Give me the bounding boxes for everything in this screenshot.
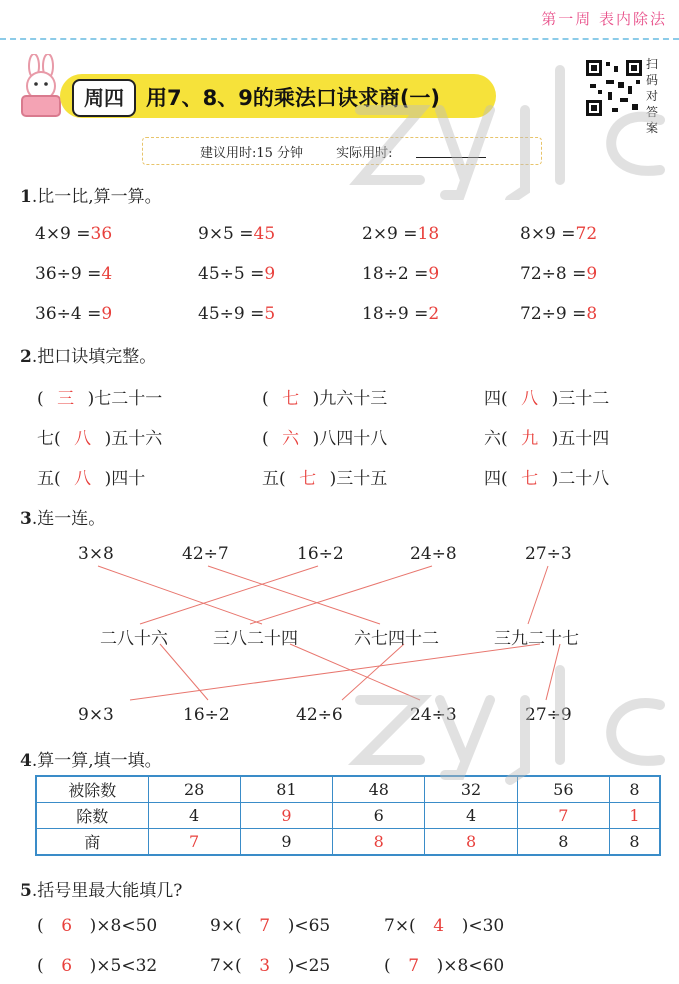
paren-right: ): [551, 429, 559, 449]
table-cell[interactable]: 8: [425, 829, 517, 856]
table-cell: 56: [517, 776, 609, 803]
rhyme-answer[interactable]: 八: [521, 389, 539, 409]
calc-item: [520, 224, 597, 244]
table-cell[interactable]: 1: [609, 803, 660, 829]
rhyme-suffix: 七二十一: [94, 389, 163, 409]
table-row-label: 除数: [36, 803, 148, 829]
bottom-expr-4[interactable]: 24÷3: [410, 705, 457, 725]
calc-answer[interactable]: 36: [90, 224, 113, 244]
calc-question: 45÷9 =: [198, 304, 265, 324]
rhyme-item: [484, 384, 609, 409]
rhyme-suffix: 八四十八: [319, 429, 388, 449]
rhyme-item: [37, 384, 162, 409]
rhyme-answer[interactable]: 六: [282, 429, 300, 449]
calc-answer[interactable]: 4: [101, 264, 113, 284]
rhyme-suffix: 三十二: [558, 389, 610, 409]
rhyme-prefix: 六: [484, 429, 501, 449]
bottom-expr-1[interactable]: 9×3: [78, 705, 114, 725]
table-row: [36, 829, 660, 856]
max-fill-item: [384, 916, 504, 936]
max-fill-item: [384, 956, 504, 976]
calc-item: [198, 304, 275, 324]
rhyme-prefix: 四: [484, 389, 501, 409]
calc-item: [35, 264, 112, 284]
section-4-title: 4.算一算,填一填。: [20, 751, 162, 771]
day-badge: 周四: [72, 79, 136, 117]
paren-right: ): [87, 389, 95, 409]
table-cell: 9: [240, 829, 332, 856]
rhyme-item: [262, 384, 387, 409]
paren-right: ): [551, 469, 559, 489]
rhyme-prefix: 五: [262, 469, 279, 489]
table-cell[interactable]: 8: [333, 829, 425, 856]
max-fill-answer[interactable]: 3: [259, 956, 271, 976]
rhyme-suffix: 三十五: [336, 469, 388, 489]
rhyme-prefix: 七: [37, 429, 54, 449]
max-fill-prefix: 7×(: [384, 916, 416, 936]
calc-answer[interactable]: 5: [264, 304, 276, 324]
table-row-label: 被除数: [36, 776, 148, 803]
rhyme-answer[interactable]: 三: [57, 389, 75, 409]
calc-item: [362, 264, 439, 284]
top-expr-1[interactable]: 3×8: [78, 544, 114, 564]
calc-question: 18÷9 =: [362, 304, 429, 324]
top-expr-2[interactable]: 42÷7: [182, 544, 229, 564]
scan-answer-label: 扫码对答案: [646, 57, 659, 135]
rhyme-answer[interactable]: 七: [521, 469, 539, 489]
calc-question: 8×9 =: [520, 224, 576, 244]
rhyme-item: [484, 424, 609, 449]
rhyme-answer[interactable]: 八: [74, 469, 92, 489]
calc-question: 18÷2 =: [362, 264, 429, 284]
max-fill-prefix: 7×(: [210, 956, 242, 976]
calc-answer[interactable]: 2: [428, 304, 440, 324]
max-fill-prefix: (: [37, 956, 44, 976]
table-cell: 4: [425, 803, 517, 829]
paren-left: (: [37, 389, 44, 409]
paren-right: ): [312, 389, 320, 409]
table-cell[interactable]: 9: [240, 803, 332, 829]
calc-item: [362, 224, 439, 244]
table-cell[interactable]: 7: [517, 803, 609, 829]
calc-question: 45÷5 =: [198, 264, 265, 284]
table-cell: 32: [425, 776, 517, 803]
calc-item: [520, 304, 597, 324]
table-row: [36, 803, 660, 829]
actual-time-label: 实际用时:: [336, 146, 393, 161]
paren-right: ): [104, 469, 112, 489]
table-cell: 8: [609, 829, 660, 856]
rhyme-suffix: 九六十三: [319, 389, 388, 409]
table-cell: 81: [240, 776, 332, 803]
calc-answer[interactable]: 9: [101, 304, 113, 324]
rhyme-item: [262, 424, 387, 449]
paren-right: ): [551, 389, 559, 409]
calc-answer[interactable]: 9: [586, 264, 598, 284]
rhyme-suffix: 二十八: [558, 469, 610, 489]
max-fill-suffix: )×5<32: [89, 956, 158, 976]
paren-right: ): [312, 429, 320, 449]
section-2-title: 2.把口诀填完整。: [20, 347, 157, 367]
rhyme-item: [484, 464, 609, 489]
bottom-expr-2[interactable]: 16÷2: [183, 705, 230, 725]
max-fill-suffix: )×8<50: [89, 916, 158, 936]
unit-title: 第一周 表内除法: [541, 10, 667, 28]
max-fill-answer[interactable]: 4: [433, 916, 445, 936]
lesson-title: 用7、8、9的乘法口诀求商(一): [146, 86, 441, 110]
section-1-title: 1.比一比,算一算。: [20, 187, 162, 207]
watermark-bottom: [340, 660, 679, 790]
rhyme-answer[interactable]: 七: [282, 389, 300, 409]
section-5-title: 5.括号里最大能填几?: [20, 881, 183, 901]
paren-left: (: [501, 389, 508, 409]
max-fill-item: [210, 916, 330, 936]
paren-right: ): [104, 429, 112, 449]
table-cell: 6: [333, 803, 425, 829]
calc-item: [520, 264, 597, 284]
rhyme-prefix: 四: [484, 469, 501, 489]
suggested-time: 建议用时:15 分钟: [200, 146, 304, 161]
table-cell: 28: [148, 776, 240, 803]
paren-left: (: [54, 469, 61, 489]
max-fill-answer[interactable]: 7: [408, 956, 420, 976]
mid-rhyme-4[interactable]: 三九二十七: [494, 629, 579, 649]
paren-left: (: [279, 469, 286, 489]
calc-question: 4×9 =: [35, 224, 91, 244]
calc-answer[interactable]: 8: [586, 304, 598, 324]
calc-answer[interactable]: 9: [264, 264, 276, 284]
bottom-expr-5[interactable]: 27÷9: [525, 705, 572, 725]
calc-answer[interactable]: 9: [428, 264, 440, 284]
table-cell: 8: [517, 829, 609, 856]
mid-rhyme-1[interactable]: 二八十六: [100, 629, 168, 649]
table-row-label: 商: [36, 829, 148, 856]
bottom-expr-3[interactable]: 42÷6: [296, 705, 343, 725]
top-expr-3[interactable]: 16÷2: [297, 544, 344, 564]
calc-item: [35, 304, 112, 324]
table-cell: 48: [333, 776, 425, 803]
top-expr-4[interactable]: 24÷8: [410, 544, 457, 564]
max-fill-answer[interactable]: 6: [61, 916, 73, 936]
rhyme-item: [262, 464, 387, 489]
rhyme-answer[interactable]: 七: [299, 469, 317, 489]
calc-item: [198, 224, 275, 244]
table-cell[interactable]: 7: [148, 829, 240, 856]
watermark-top: [340, 40, 679, 200]
max-fill-item: [37, 916, 157, 936]
max-fill-prefix: (: [384, 956, 391, 976]
calc-item: [35, 224, 112, 244]
max-fill-suffix: )<65: [287, 916, 331, 936]
mid-rhyme-2[interactable]: 三八二十四: [213, 629, 298, 649]
calc-question: 9×5 =: [198, 224, 254, 244]
max-fill-prefix: (: [37, 916, 44, 936]
calc-question: 72÷9 =: [520, 304, 587, 324]
calc-answer[interactable]: 72: [575, 224, 598, 244]
calc-answer[interactable]: 45: [253, 224, 276, 244]
table-cell: 8: [609, 776, 660, 803]
max-fill-suffix: )<30: [461, 916, 505, 936]
paren-right: ): [329, 469, 337, 489]
paren-left: (: [501, 469, 508, 489]
calc-question: 36÷4 =: [35, 304, 102, 324]
paren-left: (: [501, 429, 508, 449]
top-expr-5[interactable]: 27÷3: [525, 544, 572, 564]
max-fill-suffix: )×8<60: [436, 956, 505, 976]
max-fill-answer[interactable]: 7: [259, 916, 271, 936]
paren-left: (: [54, 429, 61, 449]
rhyme-suffix: 四十: [111, 469, 146, 489]
rhyme-suffix: 五十六: [111, 429, 163, 449]
max-fill-answer[interactable]: 6: [61, 956, 73, 976]
calc-answer[interactable]: 18: [417, 224, 440, 244]
rhyme-item: [37, 464, 145, 489]
max-fill-prefix: 9×(: [210, 916, 242, 936]
max-fill-item: [37, 956, 157, 976]
calc-question: 36÷9 =: [35, 264, 102, 284]
calc-question: 2×9 =: [362, 224, 418, 244]
paren-left: (: [262, 429, 269, 449]
table-cell: 4: [148, 803, 240, 829]
section-3-title: 3.连一连。: [20, 509, 106, 529]
rhyme-suffix: 五十四: [558, 429, 610, 449]
calc-item: [362, 304, 439, 324]
rhyme-prefix: 五: [37, 469, 54, 489]
calc-item: [198, 264, 275, 284]
rhyme-answer[interactable]: 八: [74, 429, 92, 449]
max-fill-suffix: )<25: [287, 956, 331, 976]
rhyme-item: [37, 424, 162, 449]
paren-left: (: [262, 389, 269, 409]
mid-rhyme-3[interactable]: 六七四十二: [354, 629, 439, 649]
calc-question: 72÷8 =: [520, 264, 587, 284]
rhyme-answer[interactable]: 九: [521, 429, 539, 449]
max-fill-item: [210, 956, 330, 976]
